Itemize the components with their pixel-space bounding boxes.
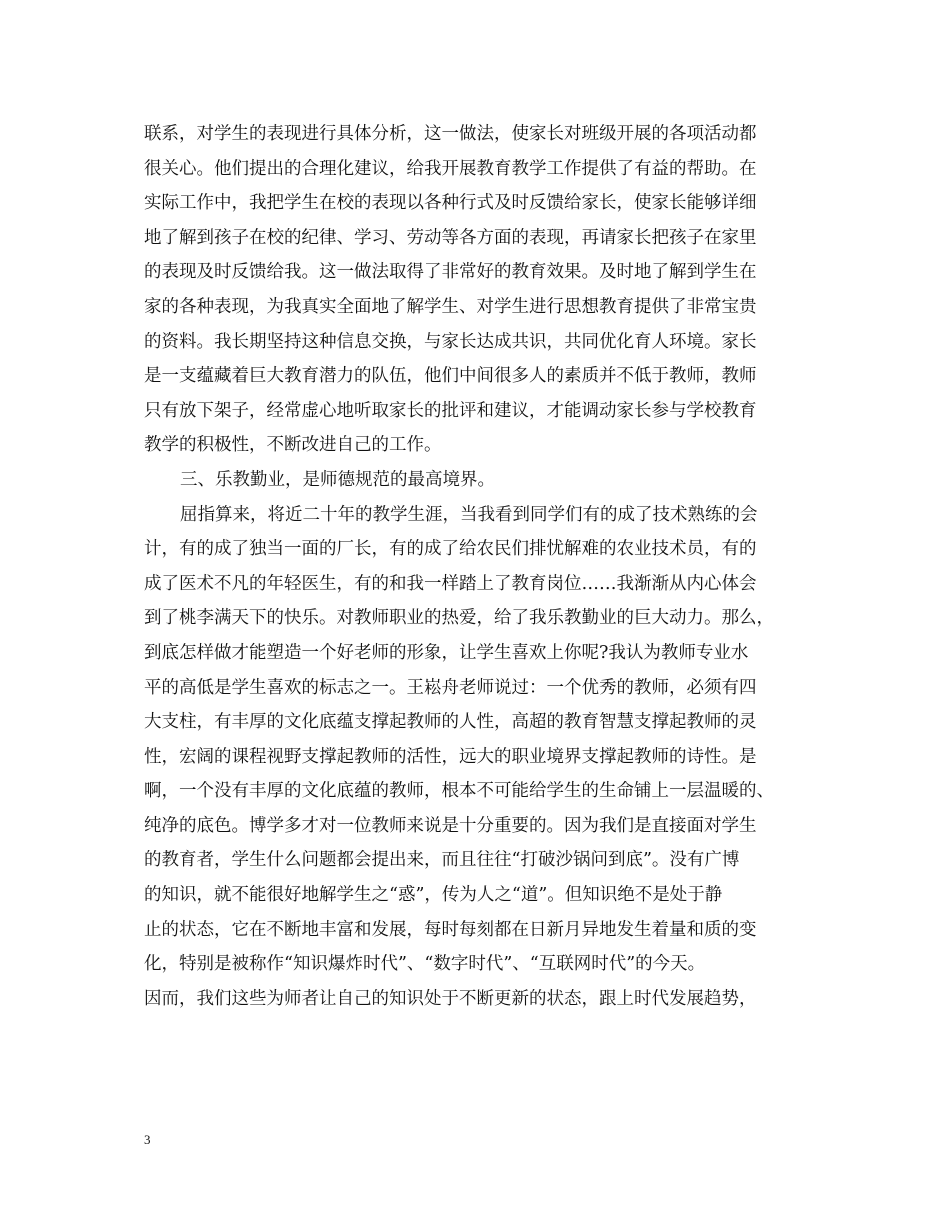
text-line: 止的状态，它在不断地丰富和发展，每时每刻都在日新月异地发生着量和质的变	[144, 919, 757, 940]
text-line: 大支柱，有丰厚的文化底蕴支撑起教师的人性，高超的教育智慧支撑起教师的灵	[144, 712, 757, 733]
text-line: 到底怎样做才能塑造一个好老师的形象，让学生喜欢上你呢?我认为教师专业水	[144, 642, 749, 663]
text-line: 的表现及时反馈给我。这一做法取得了非常好的教育效果。及时地了解到学生在	[144, 262, 757, 283]
page-number: 3	[144, 1132, 151, 1147]
text-line: 地了解到孩子在校的纪律、学习、劳动等各方面的表现，再请家长把孩子在家里	[144, 227, 757, 248]
text-line: 联系，对学生的表现进行具体分析，这一做法，使家长对班级开展的各项活动都	[144, 124, 757, 144]
section-heading: 三、乐教勤业，是师德规范的最高境界。	[180, 469, 495, 490]
text-line: 因而，我们这些为师者让自己的知识处于不断更新的状态，跟上时代发展趋势，	[144, 988, 757, 1009]
text-line: 的资料。我长期坚持这种信息交换，与家长达成共识，共同优化育人环境。家长	[144, 331, 757, 352]
text-line: 是一支蕴藏着巨大教育潜力的队伍，他们中间很多人的素质并不低于教师，教师	[144, 366, 757, 387]
paragraph-love-teaching	[144, 498, 824, 1017]
text-line: 很关心。他们提出的合理化建议，给我开展教育教学工作提供了有益的帮助。在	[144, 158, 757, 179]
text-line: 性，宏阔的课程视野支撑起教师的活性，远大的职业境界支撑起教师的诗性。是	[144, 746, 757, 767]
text-line: 计，有的成了独当一面的厂长，有的成了给农民们排忧解难的农业技术员，有的	[144, 539, 757, 560]
text-line: 屈指算来，将近二十年的教学生涯，当我看到同学们有的成了技术熟练的会	[180, 504, 758, 525]
text-line: 纯净的底色。博学多才对一位教师来说是十分重要的。因为我们是直接面对学生	[144, 815, 757, 836]
text-line: 啊，一个没有丰厚的文化底蕴的教师，根本不可能给学生的生命铺上一层温暖的、	[144, 781, 774, 802]
text-line: 的教育者，学生什么问题都会提出来，而且往往“打破沙锅问到底”。没有广博	[144, 850, 740, 871]
text-line: 只有放下架子，经常虚心地听取家长的批评和建议，才能调动家长参与学校教育	[144, 400, 757, 421]
text-line: 实际工作中，我把学生在校的表现以各种行式及时反馈给家长，使家长能够详细	[144, 193, 757, 214]
text-line: 家的各种表现，为我真实全面地了解学生、对学生进行思想教育提供了非常宝贵	[144, 296, 757, 317]
text-line: 到了桃李满天下的快乐。对教师职业的热爱，给了我乐教勤业的巨大动力。那么，	[144, 608, 774, 629]
text-line: 平的高低是学生喜欢的标志之一。王崧舟老师说过：一个优秀的教师，必须有四	[144, 677, 757, 698]
text-line: 成了医术不凡的年轻医生，有的和我一样踏上了教育岗位……我渐渐从内心体会	[144, 573, 757, 594]
paragraph-parent-communication	[144, 117, 824, 463]
document-body	[144, 117, 824, 1016]
text-line: 教学的积极性，不断改进自己的工作。	[144, 435, 442, 456]
text-line: 化，特别是被称作“知识爆炸时代”、“数字时代”、“互联网时代”的今天。	[144, 954, 706, 975]
text-line: 的知识，就不能很好地解学生之“惑”，传为人之“道”。但知识绝不是处于静	[144, 885, 723, 906]
